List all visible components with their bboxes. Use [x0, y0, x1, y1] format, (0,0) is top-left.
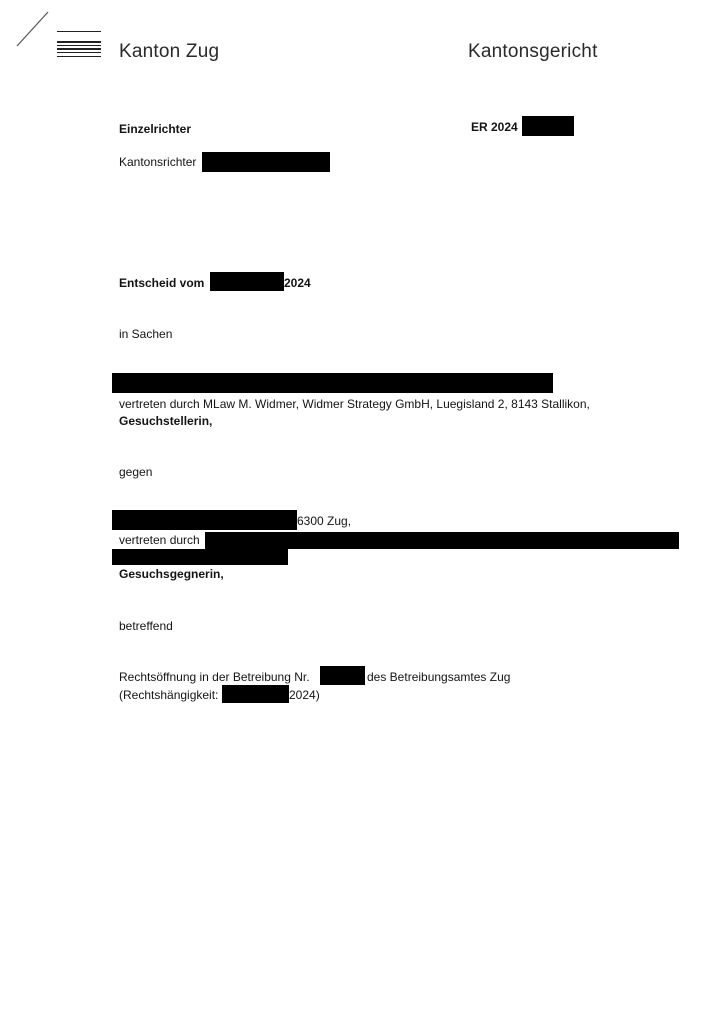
plaintiff-role: Gesuchstellerin, [119, 414, 213, 428]
court-title: Kantonsgericht [468, 41, 598, 62]
plaintiff-representative: vertreten durch MLaw M. Widmer, Widmer Strategy GmbH, Luegisland 2, 8143 Stallikon, [119, 397, 590, 411]
redaction-decision-date [210, 272, 284, 291]
defendant-representative-label: vertreten durch [119, 533, 200, 547]
subject-line1-prefix: Rechtsöffnung in der Betreibung Nr. [119, 670, 310, 684]
case-number-prefix: ER 2024 [471, 120, 518, 134]
betreffend-label: betreffend [119, 619, 173, 633]
redaction-pendency-date [222, 685, 289, 703]
defendant-role: Gesuchsgegnerin, [119, 567, 224, 581]
subject-line1-suffix: des Betreibungsamtes Zug [367, 670, 511, 684]
judge-label: Kantonsrichter [119, 155, 197, 169]
subject-line2-prefix: (Rechtshängigkeit: [119, 688, 219, 702]
canton-logo-icon [57, 31, 101, 59]
division-label: Einzelrichter [119, 122, 192, 136]
subject-line2-suffix: 2024) [289, 688, 320, 702]
redaction-case-number [522, 116, 574, 136]
gegen-label: gegen [119, 465, 153, 479]
redaction-defendant-representative-line2 [112, 549, 288, 565]
pen-stroke-mark [14, 8, 52, 50]
in-sachen-label: in Sachen [119, 327, 173, 341]
redaction-defendant-name [112, 510, 297, 530]
canton-title: Kanton Zug [119, 41, 220, 62]
redaction-enforcement-number [320, 666, 365, 685]
defendant-address-suffix: 6300 Zug, [297, 514, 352, 528]
redaction-judge-name [202, 152, 330, 172]
decision-year: 2024 [284, 276, 311, 290]
decision-label: Entscheid vom [119, 276, 205, 290]
redaction-defendant-representative [205, 532, 679, 549]
redaction-plaintiff-name [112, 373, 553, 393]
